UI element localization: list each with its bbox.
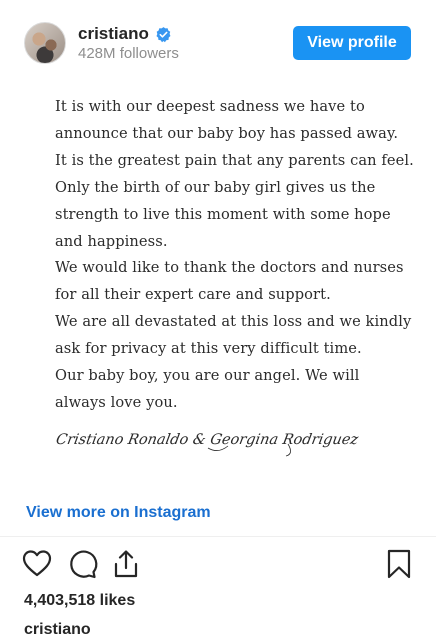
- statement-line: Only the birth of our baby girl gives us the: [55, 178, 376, 196]
- caption-username[interactable]: cristiano: [24, 621, 91, 638]
- share-icon[interactable]: [111, 548, 141, 580]
- heart-icon[interactable]: [22, 548, 52, 580]
- bookmark-icon[interactable]: [384, 548, 414, 580]
- statement-line: and happiness.: [55, 232, 168, 250]
- statement-line: We are all devastated at this loss and we kindly: [55, 313, 412, 331]
- statement-line: always love you.: [55, 393, 178, 411]
- follower-count: 428M followers: [78, 45, 179, 62]
- username-row: [78, 24, 172, 44]
- verified-badge-icon: [155, 26, 172, 43]
- post-image[interactable]: [0, 84, 436, 479]
- statement-line: We would like to thank the doctors and nurses: [55, 259, 404, 277]
- statement-line: Our baby boy, you are our angel. We will: [55, 367, 360, 385]
- statement-line: It is with our deepest sadness we have to: [55, 98, 365, 115]
- signature: [54, 418, 360, 458]
- like-count[interactable]: 4,403,518 likes: [24, 592, 136, 609]
- post-header: [0, 0, 436, 84]
- statement-line: strength to live this moment with some hope: [55, 205, 391, 223]
- statement-text: [55, 94, 415, 417]
- statement-line: for all their expert care and support.: [55, 286, 331, 304]
- action-bar: [0, 548, 436, 584]
- avatar[interactable]: [24, 22, 66, 64]
- view-more-on-instagram-link[interactable]: View more on Instagram: [26, 504, 211, 521]
- statement-line: announce that our baby boy has passed away.: [55, 124, 399, 142]
- comment-bubble-icon[interactable]: [67, 548, 97, 580]
- view-profile-button[interactable]: View profile: [293, 26, 411, 60]
- username[interactable]: cristiano: [78, 24, 149, 43]
- divider: [0, 536, 436, 537]
- statement-line: ask for privacy at this very difficult time.: [55, 340, 362, 358]
- statement-line: It is the greatest pain that any parents can feel.: [55, 151, 414, 169]
- signature-text: Cristiano Ronaldo & Georgina Rodriguez: [54, 431, 360, 448]
